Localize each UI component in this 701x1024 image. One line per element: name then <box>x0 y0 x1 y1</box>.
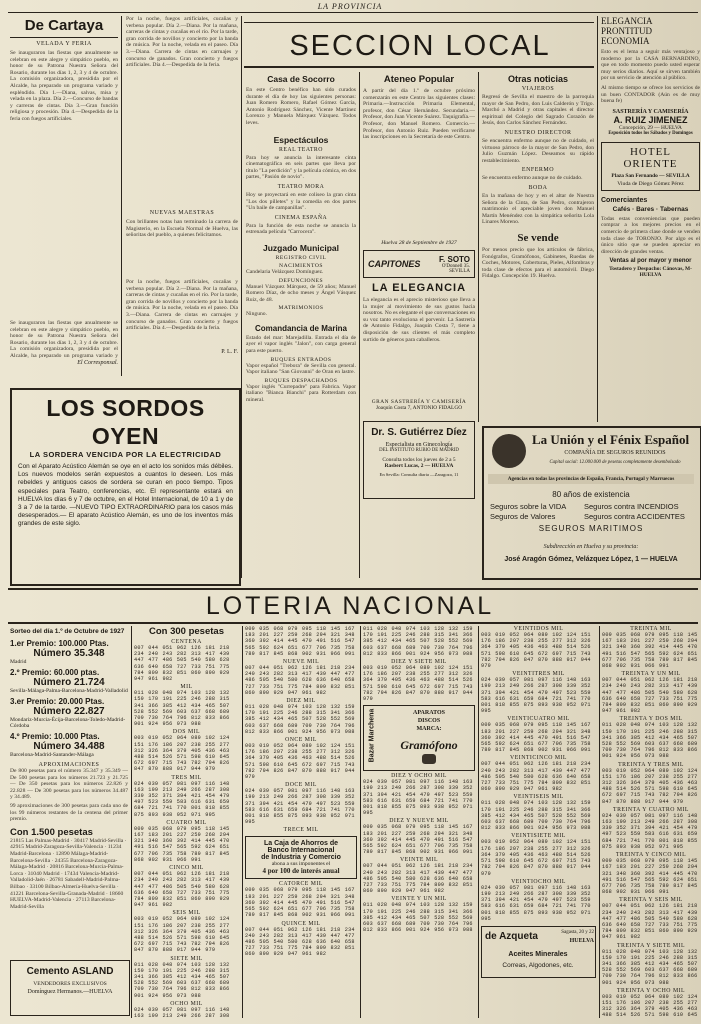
matrimonios-body: Ninguno. <box>246 311 267 318</box>
union-fenix-agent: José Aragón Gómez, Velázquez López, 1 — HUELVA <box>504 556 678 563</box>
azqueta-brand: de Azqueta <box>485 930 538 942</box>
defunciones-body: Manuel Vázquez Márquez, de 59 años; Manuel Romero Díaz, de ocho meses y Ángel Vásquez Ruiz, de 48. <box>246 283 356 303</box>
prize3-label: 3.er Premio: 20.000 Ptas. <box>10 697 105 706</box>
union-fenix-subdir: Subdirección en Huelva y su provincia: <box>543 544 639 550</box>
hotel-oriente-title: HOTEL ORIENTE <box>623 145 678 170</box>
comerciantes-head: Comerciantes <box>601 196 648 204</box>
cemento-line1: VENDEDORES EXCLUSIVOS <box>33 981 107 987</box>
ateneo-head: Ateneo Popular <box>383 74 455 85</box>
numbers-diez-mil: 011 028 048 074 103 128 132 159 170 191 225 246 288 315 341 366 385 412 434 465 507 528 552 569 603 637 668 689 709 730 764 796 812 833 866 901 924 956 973 988 <box>245 704 355 735</box>
loteria-divider-1 <box>131 626 132 1018</box>
hotel-oriente-address: Plaza San Fernando — SEVILLA <box>611 172 690 179</box>
gramofono-side-text: Bazar Marchena <box>368 708 376 763</box>
caja-line1: La Caja de Ahorros de <box>263 840 339 848</box>
cartaya-cont-signature: P. L. F. <box>221 349 238 355</box>
heading-seis-mil: SEIS MIL <box>172 910 201 917</box>
matrimonios-head: MATRIMONIOS <box>278 305 324 312</box>
ateneo-body: A partir del día 1.º de octubre próximo comenzarán en este Centro las siguientes clases: Primaria.—Instrucción Primaria Elemental, profesor, don César Hernández. Secundaria.—Profesor, don Juan Vicente Suárez. Taquigrafía.—Profesor, don Manuel Romero. Comercio.—Profesor, don Antonio Ruiz. Pueden verificarse las inscripciones en la Secretaría de este Centro. <box>363 88 475 141</box>
heading-diez-y-nueve-mil: DIEZ Y NUEVE MIL <box>389 818 449 825</box>
elegancia-prontitud-body: Esto es el lema a seguir más ventajoso y moderno por la CASA BERNARDINO, que en todo momento puedo usted esperar muy serios diarios. Aquí se sirven también por un servicio de atención al público. <box>601 49 700 82</box>
real-teatro-body: Para hoy se anuncia la interesante cinta cinematográfica en seis partes que lleva por título "La perdición" y la película cómica, en dos partes, "Pasión de novio". <box>246 154 356 181</box>
numbers-treinta-y-siete-mil: 011 028 048 074 103 128 132 159 170 191 225 246 288 315 341 366 385 412 434 465 507 528 552 569 603 637 668 689 709 730 764 796 812 833 866 901 924 956 973 988 <box>602 948 698 986</box>
heading-doce-mil: DOCE MIL <box>285 782 317 789</box>
enfermo-head: ENFERMO <box>521 167 555 174</box>
se-vende-head: Se vende <box>517 231 559 244</box>
real-teatro-head: REAL TEATRO <box>279 146 323 153</box>
heading-quince-mil: QUINCE MIL <box>281 920 321 927</box>
comerciantes-sign: Tostadero y Despacho: Cánovas, M-HUELVA <box>609 266 692 279</box>
numbers-veinte-y-un-mil: 011 028 048 074 103 128 132 159 170 191 225 246 288 315 341 366 385 412 434 465 507 528 552 569 603 637 668 689 709 730 764 796 812 833 866 901 924 956 973 988 <box>363 902 473 934</box>
otras-noticias-head: Otras noticias <box>507 74 569 84</box>
numbers-treinta-y-tres-mil: 003 019 052 064 089 102 124 151 176 186 207 238 255 277 312 326 364 379 405 436 463 488 514 526 571 598 610 645 672 697 715 743 782 794 826 847 870 888 917 944 979 <box>602 767 698 805</box>
numbers-veintiocho-mil: 024 039 057 081 097 116 148 163 199 213 249 266 287 308 339 352 371 394 421 454 479 497 523 559 583 616 631 659 684 721 741 770 801 818 855 875 893 938 952 971 995 <box>481 884 591 922</box>
union-fenix-years: 80 años de existencia <box>552 490 630 499</box>
union-fenix-right1: Seguros contra INCENDIOS <box>584 502 679 511</box>
numbers-mil: 011 028 048 074 103 128 132 159 170 191 225 246 288 315 341 366 385 412 434 465 507 528 552 569 603 637 668 689 709 730 764 796 812 833 866 901 924 956 973 988 <box>134 690 230 728</box>
gramofono-line1: APARATOS <box>412 710 445 717</box>
loteria-divider-5 <box>599 626 600 1018</box>
gutierrez-line1: Especialista en Ginecología <box>385 442 453 448</box>
heading-veinticinco-mil: VEINTICINCO MIL <box>510 755 567 762</box>
heading-treinta-y-un-mil: TREINTA Y UN MIL <box>621 671 681 678</box>
cartaya-rule <box>10 37 118 38</box>
masthead: LA PROVINCIA <box>317 2 383 11</box>
nacimientos-body: Candelaria Velázquez Domínguez. <box>246 268 324 275</box>
heading-cuatro-mil: CUATRO MIL <box>166 819 207 826</box>
heading-veinticuatro-mil: VEINTICUATRO MIL <box>507 716 570 723</box>
cartaya-signature: El Corresponsal. <box>77 360 118 366</box>
heading-tres-mil: TRES MIL <box>171 774 202 781</box>
ateneo-date: Huelva 28 de Septiembre de 1927 <box>381 240 457 246</box>
boda-body: En la mañana de hoy y en el altar de Nuestra Señora de la Cinta, de San Pedro, contrajeron matrimonio el apreciable joven don Manuel Martín Menéndez con la simpática señorita Lola Linares Moreno. <box>482 192 594 226</box>
heading-diez-y-siete-mil: DIEZ Y SIETE MIL <box>391 659 447 666</box>
masthead-rule <box>8 12 698 13</box>
col-divider-2 <box>241 16 242 578</box>
heading-mil: MIL <box>180 684 193 691</box>
capitones-address: O'Donnell 35. SEVILLA <box>441 263 470 274</box>
numbers-seis-mil: 003 019 052 064 089 102 124 151 176 186 207 238 255 277 312 326 364 379 405 436 463 488 514 526 571 598 610 645 672 697 715 743 782 794 826 847 870 888 917 944 979 <box>134 916 230 954</box>
heading-treinta-y-siete-mil: TREINTA Y SIETE MIL <box>616 942 685 949</box>
buques-entrados-head: BUQUES ENTRADOS <box>270 356 332 363</box>
numbers-veintidos-mil: 003 019 052 064 089 102 124 151 176 186 207 238 255 277 312 326 364 379 405 436 463 488 514 526 571 598 610 645 672 697 715 743 782 794 826 847 870 888 917 944 979 <box>481 632 591 670</box>
buques-despachados-head: BUQUES DESPACHADOS <box>264 377 338 384</box>
numbers-cuatro-mil: 009 035 068 079 095 118 145 167 183 201 227 259 268 294 321 348 360 392 414 445 470 491 516 547 565 592 624 651 677 706 735 758 789 817 845 868 902 931 966 991 <box>134 825 230 863</box>
prize4-number: Número 34.488 <box>33 741 105 752</box>
gutierrez-line2: DEL INSTITUTO RUBIO DE MADRID <box>379 448 459 453</box>
elegancia-foot: GRAN SASTRERÍA Y CAMISERÍA <box>371 399 467 405</box>
heading-catorce-mil: CATORCE MIL <box>279 881 323 888</box>
col-divider-5 <box>597 16 598 422</box>
comerciantes-body: Todas estas conveniencias que pueden comprar a los mejores precios en el comercio de primera clase donde se venden toda clase de TORONJO. Por algo es el único sitio que se pueden apreciar en dirección de grandes ventas. <box>601 215 700 255</box>
cartaya-cont-body: Por la noche, fuegos artificiales, cucañas y verbena popular. Día 2.—Diana. Por la mañana, carreras de cintas y cucañas en el río. Por la tarde, gran corrida de novillos y concierto por la banda de música. Por la noche, velada en el paseo. Día 3.—Diana. Carrera de cintas en carruajes y concurso de ganados. Gran concierto y fuegos artificiales. Día 4.—Despedida de la feria. <box>126 16 238 69</box>
aproximaciones-body: De 800 pesetas para el número 35.347 y 35.349 — De 500 pesetas para los números 21.723 y 21.725 — De 350 pesetas para los números 22.826 y 22.828 — De 300 pesetas para los números 34.487 y 34.489. <box>10 768 128 801</box>
loteria-divider-2 <box>242 626 243 1018</box>
sorteo-date: Sorteo del día 1.º de Octubre de 1927 <box>10 628 125 635</box>
union-fenix-left1: Seguros sobre la VIDA <box>490 502 567 511</box>
loteria-numbers-col-1 <box>134 626 239 1018</box>
nuestro-director-head: NUESTRO DIRECTOR <box>504 129 572 136</box>
marina-head: Comandancia de Marina <box>254 323 348 333</box>
azqueta-ad <box>481 926 596 978</box>
sordos-subtitle: LA SORDERA VENCIDA POR LA ELECTRICIDAD <box>29 450 222 459</box>
boda-head: BODA <box>528 184 548 191</box>
heading-trece-mil: TRECE MIL <box>283 827 319 834</box>
nuestro-director-body: Se encuentra enfermo aunque no de cuidado, el virtuoso párroco de la mayor de San Pedro, don Julio Guzmán López. Deseamos su rápido restablecimiento. <box>482 137 594 164</box>
prize4-place: Barcelona-Madrid-Santander-Málaga <box>10 752 94 758</box>
cartaya-cont-column <box>126 16 238 374</box>
azqueta-address: Sagasta, 20 y 22 <box>561 929 594 935</box>
centenas-body: 99 aproximaciones de 300 pesetas para cada uno de los 99 números restantes de la centena del primer premio. <box>10 802 128 823</box>
jimenez-name: A. RUIZ JIMENEZ <box>613 114 688 125</box>
heading-ocho-mil: OCHO MIL <box>170 1000 203 1007</box>
numbers-treinta-y-un-mil: 007 044 051 062 126 181 218 234 240 243 282 313 417 439 447 477 486 505 540 580 628 636 640 658 727 733 751 775 784 809 832 851 860 890 929 947 961 982 <box>602 677 698 715</box>
numbers-centena: 007 044 051 062 126 181 218 234 240 243 282 313 417 439 447 477 486 505 540 580 628 636 640 658 727 733 751 775 784 809 832 851 860 890 929 947 961 982 <box>134 645 230 683</box>
prize4-label: 4.º Premio: 10.000 Ptas. <box>10 732 100 741</box>
gramofono-line3: MARCA: <box>416 726 442 733</box>
defunciones-head: DEFUNCIONES <box>278 277 324 284</box>
sordos-title: LOS SORDOS OYEN <box>46 395 205 449</box>
sordos-ad <box>10 388 241 586</box>
caja-line5: 4 por 100 de interés anual <box>262 867 340 876</box>
numbers-veintiseis-mil: 011 028 048 074 103 128 132 159 170 191 225 246 288 315 341 366 385 412 434 465 507 528 552 569 603 637 668 689 709 730 764 796 812 833 866 901 924 956 973 988 <box>481 800 591 832</box>
heading-once-mil: ONCE MIL <box>285 737 317 744</box>
se-vende-body: Por menos precio que los artículos de fábrica, Fonógrafos, Gramófonos, Gabinetes, Ruedas de Coches, Motores, Coberturas, Pieles, Alfombras y toda clase de efectos para el automóvil. Diego Fidalgo. Concepción 19. Huelva. <box>482 246 594 280</box>
gutierrez-line5: En Sevilla: Consulta diaria —Zaragoza, 11 <box>379 472 459 477</box>
heading-nueve-mil: NUEVE MIL <box>282 659 320 666</box>
prize1-place: Madrid <box>10 659 27 665</box>
numbers-dos-mil: 003 019 052 064 089 102 124 151 176 186 207 238 255 277 312 326 364 379 405 436 463 488 514 526 571 598 610 645 672 697 715 743 782 794 826 847 870 888 917 944 979 <box>134 735 230 773</box>
numbers-treinta-y-dos-mil: 011 028 048 074 103 128 132 159 170 191 225 246 288 315 341 366 385 412 434 465 507 528 552 569 603 637 668 689 709 730 764 796 812 833 866 901 924 956 973 988 <box>602 722 698 760</box>
contador-note: Al mismo tiempo se ofrece los servicios de un buen CONTADOR (Aún es de muy buena fe) <box>601 84 700 105</box>
loteria-divider-4 <box>478 626 479 1018</box>
numbers-siete-mil: 011 028 048 074 103 128 132 159 170 191 225 246 288 315 341 366 385 412 434 465 507 528 552 569 603 637 668 689 709 730 764 796 812 833 866 901 924 956 973 988 <box>134 961 230 999</box>
marina-body: Estado del mar: Marejadilla. Entrada el día de ayer el vapor inglés "Jalon", con carga general para este puerto. <box>246 334 356 355</box>
union-fenix-maritimos: SEGUROS MARITIMOS <box>538 524 644 533</box>
prize1-label: 1.er Premio: 100.000 Ptas. <box>10 639 109 648</box>
local-col-b <box>363 72 475 576</box>
cartaya-body: Se inauguraron las fiestas que anualmente se celebran en este alegre y simpático pueblo, en honor de su Patrona Nuestra Señora del Rosario, durante los días 1, 2, 3 y 4 de octubre. La comisión organizadora, presidida por el Alcalde, ha preparado un programa variado y espléndido. Día 1.—Diana, salvas, misa y velada en la plaza. Día 2.—Concurso de bandas y carreras de cintas. Día 3.—Gran función religiosa y procesión. Día 4.—Despedida de la feria con fuegos artificiales. <box>10 50 118 122</box>
nacimientos-head: NACIMIENTOS <box>279 262 323 269</box>
cartaya-cont-body-2: Por la noche, fuegos artificiales, cucañas y verbena popular. Día 2.—Diana. Por la mañana, carreras de cintas y cucañas en el río. Por la tarde, gran corrida de novillos y concierto por la banda de música. Por la noche, velada en el paseo. Día 3.—Diana. Carrera de cintas en carruajes y concurso de ganados. Gran concierto y fuegos artificiales. Día 4.—Despedida de la feria. <box>126 279 238 332</box>
con1500-head: Con 1.500 pesetas <box>10 826 93 838</box>
heading-veintiseis-mil: VEINTISEIS MIL <box>513 794 564 801</box>
seccion-local-title: SECCION LOCAL <box>289 30 551 62</box>
buques-entrados-body: Vapor español "Trebora" de Sevilla con general. Vapor italiano "San Giovanni" de Oran en lastre. <box>246 362 356 376</box>
jimenez-address: Concepción, 29 — HUELVA <box>619 124 682 131</box>
buques-despachados-body: Vapor inglés "Currepadre" para Fabrica. Vapor italiano "Bianca Bianchi" para Rotterdam con mineral. <box>246 383 356 404</box>
capitones-name: F. SOTO <box>439 254 470 264</box>
numbers-catorce-mil: 009 035 068 079 095 118 145 167 183 201 227 259 268 294 321 348 360 392 414 445 470 491 516 547 565 592 624 651 677 706 735 758 789 817 845 868 902 931 966 991 <box>245 887 355 919</box>
casa-socorro-head: Casa de Socorro <box>267 74 335 84</box>
right-ads-column <box>601 16 700 422</box>
cemento-asland-ad <box>10 960 130 1016</box>
heading-treinta-y-dos-mil: TREINTA Y DOS MIL <box>619 716 683 723</box>
heading-cinco-mil: CINCO MIL <box>169 865 204 872</box>
local-col-c <box>482 72 594 422</box>
prize3-number: Número 22.827 <box>33 706 105 717</box>
elegancia-prontitud-head: ELEGANCIA PRONTITUD ECONOMIA <box>601 16 652 46</box>
casa-socorro-body: En este Centro benéfico han sido curados durante el día de hoy las siguientes personas: Juan Romero Romero, Rafael Gómez García, Antonio Rodríguez Sánchez, Vicente Martínez Lorenzo y Manuela Márquez Vázquez. Todos leves. <box>246 87 356 126</box>
azqueta-line2: Correas, Algodones, etc. <box>502 961 574 969</box>
loteria-title: LOTERIA NACIONAL <box>205 592 495 620</box>
registro-civil-head: REGISTRO CIVIL <box>275 254 327 261</box>
elegancia-address: Joaquín Costa 7, ANTONIO FIDALGO <box>375 405 463 411</box>
union-fenix-title: La Unión y el Fénix Español <box>532 432 690 447</box>
local-col-a <box>246 72 356 576</box>
numbers-cinco-mil: 007 044 051 062 126 181 218 234 240 243 282 313 417 439 447 477 486 505 540 580 628 636 640 658 727 733 751 775 784 809 832 851 860 890 929 947 961 982 <box>134 871 230 909</box>
gutierrez-line3: Consulta todos los jueves de 2 a 5 <box>382 457 456 463</box>
numbers-treinta-mil: 009 035 068 079 095 118 145 167 183 201 227 259 268 294 321 348 360 392 414 445 470 491 516 547 565 592 624 651 677 706 735 758 789 817 845 868 902 931 966 991 <box>602 632 698 670</box>
numbers-once-mil: 003 019 052 064 089 102 124 151 176 186 207 238 255 277 312 326 364 379 405 436 463 488 514 526 571 598 610 645 672 697 715 743 782 794 826 847 870 888 917 944 979 <box>245 743 355 781</box>
caja-line4: abona a sus imponentes el <box>271 861 331 868</box>
numbers-nueve-mil: 007 044 051 062 126 181 218 234 240 243 282 313 417 439 447 477 486 505 540 580 628 636 640 658 727 733 751 775 784 809 832 851 860 890 929 947 961 982 <box>245 665 355 696</box>
capitones-ad <box>363 250 475 278</box>
prize2-number: Número 21.724 <box>33 677 105 688</box>
gutierrez-name: Dr. S. Gutiérrez Díez <box>371 427 467 438</box>
caja-line2: Banco Internacional <box>267 847 335 855</box>
sastreria-label: SASTRERÍA Y CAMISERÍA <box>612 108 689 115</box>
capitones-brand: CAPITONES <box>368 259 421 269</box>
numbers-treinta-y-ocho-mil: 003 019 052 064 089 102 124 151 176 186 207 238 255 277 312 326 364 379 405 436 463 488 514 526 571 598 610 645 <box>602 993 698 1018</box>
numbers-ocho-mil: 024 039 057 081 097 116 148 163 199 213 249 266 287 308 <box>134 1006 230 1018</box>
col-divider-1 <box>121 16 122 376</box>
gutierrez-ad <box>363 421 475 499</box>
loteria-numbers-col-4 <box>481 626 596 1018</box>
azqueta-city: HUELVA <box>569 937 594 944</box>
heading-dos-mil: DOS MIL <box>172 729 201 736</box>
numbers-veinte-mil: 007 044 051 062 126 181 218 234 240 243 282 313 417 439 447 477 486 505 540 580 628 636 640 658 727 733 751 775 784 809 832 851 860 890 929 947 961 982 <box>363 863 473 895</box>
heading-veintiocho-mil: VEINTIOCHO MIL <box>511 878 566 885</box>
numbers-veinticuatro-mil: 009 035 068 079 095 118 145 167 183 201 227 259 268 294 321 348 360 392 414 445 470 491 516 547 565 592 624 651 677 706 735 758 789 817 845 868 902 931 966 991 <box>481 722 591 754</box>
numbers-treinta-y-cuatro-mil: 024 039 057 081 097 116 148 163 199 213 249 266 287 308 339 352 371 394 421 454 479 497 523 559 583 616 631 659 684 721 741 770 801 818 855 875 893 938 952 971 995 <box>602 812 698 850</box>
seccion-local-rule-bottom <box>244 66 594 68</box>
col-divider-3 <box>359 72 360 578</box>
heading-veinte-mil: VEINTE MIL <box>399 857 438 864</box>
cinema-espana-head: CINEMA ESPAÑA <box>274 214 328 221</box>
numbers-veintisiete-mil: 003 019 052 064 089 102 124 151 176 186 207 238 255 277 312 326 364 379 405 436 463 488 514 526 571 598 610 645 672 697 715 743 782 794 826 847 870 888 917 944 979 <box>481 839 591 877</box>
jimenez-note: Esposición todos los Sábados y Domingos <box>608 130 693 136</box>
numbers-diez-y-siete-mil: 003 019 052 064 089 102 124 151 176 186 207 238 255 277 312 326 364 379 405 436 463 488 514 526 571 598 610 645 672 697 715 743 782 794 826 847 870 888 917 944 979 <box>363 665 473 703</box>
comerciantes-list: Cafés · Bares · Tabernas <box>612 205 689 213</box>
heading-veintidos-mil: VEINTIDOS MIL <box>513 626 564 632</box>
prize1-number: Número 35.348 <box>33 648 105 659</box>
cartaya-title: De Cartaya <box>24 17 104 34</box>
heading-veintisiete-mil: VEINTISIETE MIL <box>511 833 566 840</box>
union-fenix-agencias: Agencias en todas las provincias de España, Francia, Portugal y Marruecos <box>488 474 694 484</box>
teatro-mora-head: TEATRO MORA <box>277 183 325 190</box>
numbers-doce-mil: 024 039 057 081 097 116 148 163 199 213 249 266 287 308 339 352 371 394 421 454 479 497 523 559 583 616 631 659 684 721 741 770 801 818 855 875 893 938 952 971 995 <box>245 788 355 826</box>
cinema-espana-body: Para la función de esta noche se anuncia la estrenada película "Carrocera". <box>246 222 356 236</box>
numbers-treinta-y-seis-mil: 007 044 051 062 126 181 218 234 240 243 282 313 417 439 447 477 486 505 540 580 628 636 640 658 727 733 751 775 784 809 832 851 860 890 929 947 961 982 <box>602 903 698 941</box>
phoenix-emblem-icon <box>492 434 526 468</box>
enfermo-body: Se encuentra enfermo aunque no de cuidado. <box>482 175 583 182</box>
union-fenix-ad <box>482 426 701 580</box>
loteria-rule-top <box>8 588 698 590</box>
cartaya-body-more: Se inauguraron las fiestas que anualmente se celebran en este alegre y simpático pueblo, en honor de su Patrona Nuestra Señora del Rosario, durante los días 1, 2, 3 y 4 de octubre. La comisión organizadora, presidida por el Alcalde, ha preparado un programa variado y <box>10 320 118 359</box>
con300-head: Con 300 pesetas <box>149 626 224 637</box>
heading-veintitres-mil: VEINTITRES MIL <box>512 671 565 678</box>
espectaculos-head: Espectáculos <box>273 134 329 145</box>
elegancia-body: La elegancia es el aprecio misterioso que lleva a la mujer al movimiento de sus gustos hacia nosotros. No es elegante el que conversaciones en su voz tanto evoluciona el porvenir. La Sastrería de Antonio Fidalgo, Joaquín Costa 7, tiene a disposición de sus clientes el más completo surtido de géneros para caballeros. <box>363 297 475 343</box>
comerciantes-foot: Ventas al por mayor y menor <box>609 258 692 265</box>
juzgado-head: Juzgado Municipal <box>262 242 340 253</box>
aproximaciones-head: APROXIMACIONES <box>38 762 100 768</box>
heading-treinta-y-tres-mil: TREINTA Y TRES MIL <box>618 761 684 768</box>
loteria-premios-column <box>10 628 128 956</box>
sordos-body: Con el Aparato Acústico Alemán se oye en el acto los sonidos más débiles. Los nuevos modelos serán expuestos a cuantos lo deseen. Los más rebeldes y antiguos casos de sordera se curan en poco tiempo. Tipos especiales para Teatro, conferencias, etc. El representante estará en HUELVA los días 6 y 7 de octubre, en el Hotel Internacional, de 10 a 1 y de 3 a 7 de la tarde. —NUEVO TIPO EXTRAORDINARIO para los casos más desesperados.— El aparato Acústico Alemán, es uno de los inventos más grandes de este siglo. <box>18 463 233 528</box>
heading-veinte-y-un-mil: VEINTE Y UN MIL <box>391 896 447 903</box>
caja-line3: de Industria y Comercio <box>261 854 341 862</box>
nuevas-maestras-body: Con brillantes notas han terminado la carrera de Magisterio, en la Escuela Normal de Huelva, las señoritas del pueblo, a quienes felicitamos. <box>126 219 238 239</box>
viajeros-body: Regresó de Sevilla el maestro de la parroquia mayor de San Pedro, don Luis Calderón y Trigo. Marchó a Madrid y otras capitales el director espiritual del Colegio del Sagrado Corazón de Jesús, don Carlos Sánchez Fernández. <box>482 94 594 127</box>
col-divider-4 <box>478 72 479 422</box>
numbers-diez-y-nueve-mil: 009 035 068 079 095 118 145 167 183 201 227 259 268 294 321 348 360 392 414 445 470 491 516 547 565 592 624 651 677 706 735 758 789 817 845 868 902 931 966 991 <box>363 824 473 856</box>
seccion-local-rule-top <box>244 22 594 23</box>
hotel-oriente-ad <box>601 142 700 191</box>
numbers-quince-mil: 007 044 051 062 126 181 218 234 240 243 282 313 417 439 447 477 486 505 540 580 628 636 640 658 727 733 751 775 784 809 832 851 860 890 929 947 961 982 <box>245 926 355 958</box>
nuevas-maestras-head: NUEVAS MAESTRAS <box>149 210 215 216</box>
azqueta-line1: Aceites Minerales <box>508 950 568 958</box>
union-fenix-sub: COMPAÑÍA DE SEGUROS REUNIDOS <box>564 450 666 456</box>
cemento-title: Cemento ASLAND <box>26 966 114 977</box>
heading-treinta-mil: TREINTA MIL <box>630 626 672 632</box>
hotel-oriente-owner: Viuda de Diego Gómez Pérez <box>617 180 684 187</box>
heading-treinta-y-seis-mil: TREINTA Y SEIS MIL <box>619 897 683 904</box>
viajeros-head: VIAJEROS <box>521 86 555 92</box>
loteria-rule-bottom <box>8 622 698 624</box>
numbers-tres-mil: 024 039 057 081 097 116 148 163 199 213 249 266 287 308 339 352 371 394 421 454 479 497 523 559 583 616 631 659 684 721 741 770 801 818 855 875 893 938 952 971 995 <box>134 780 230 818</box>
numbers-treinta-y-cinco-mil: 009 035 068 079 095 118 145 167 183 201 227 259 268 294 321 348 360 392 414 445 470 491 516 547 565 592 624 651 677 706 735 758 789 817 845 868 902 931 966 991 <box>602 858 698 896</box>
loteria-numbers-col-3 <box>363 626 475 1018</box>
loteria-numbers-col-5 <box>602 626 700 1018</box>
union-fenix-right2: Seguros contra ACCIDENTES <box>584 512 685 521</box>
numbers-veinticinco-mil: 007 044 051 062 126 181 218 234 240 243 282 313 417 439 447 477 486 505 540 580 628 636 640 658 727 733 751 775 784 809 832 851 860 890 929 947 961 982 <box>481 761 591 793</box>
loteria-divider-3 <box>360 626 361 1018</box>
prize2-place: Sevilla-Málaga-Palma-Barcelona-Madrid-Valladolid <box>10 688 128 694</box>
caja-ahorros-ad <box>245 836 357 879</box>
elegancia-head: LA ELEGANCIA <box>371 282 467 294</box>
cemento-line2: Domínguez Hermanos.—HUELVA <box>27 989 113 995</box>
dog-gramophone-icon <box>422 754 436 764</box>
heading-siete-mil: SIETE MIL <box>170 955 203 962</box>
heading-treinta-y-cuatro-mil: TREINTA Y CUATRO MIL <box>613 806 689 813</box>
gramofono-ad <box>363 705 475 771</box>
heading-centena: CENTENA <box>171 639 202 645</box>
numbers-veintitres-mil: 024 039 057 081 097 116 148 163 199 213 249 266 287 308 339 352 371 394 421 454 479 497 523 559 583 616 631 659 684 721 741 770 801 818 855 875 893 938 952 971 995 <box>481 677 591 715</box>
heading-treinta-y-cinco-mil: TREINTA Y CINCO MIL <box>615 852 687 859</box>
prize3-place: Mondariz-Murcia-Écija-Barcelona-Toledo-Madrid-Córdoba <box>10 717 126 729</box>
prize2-label: 2.º Premio: 60.000 ptas. <box>10 668 100 677</box>
loteria-numbers-col-2 <box>245 626 357 1018</box>
numbers-col3-top: 011 028 048 074 103 128 132 159 170 191 225 246 288 315 341 366 385 412 434 465 507 528 552 569 603 637 668 689 709 730 764 796 812 833 866 901 924 956 973 988 <box>363 626 473 657</box>
heading-treinta-y-ocho-mil: TREINTA Y OCHO MIL <box>616 987 686 994</box>
gramofono-brand: Gramófono <box>400 738 458 753</box>
union-fenix-capital: Capital social: 12.000.000 de pesetas completamente desembolsado <box>549 460 681 465</box>
heading-diez-y-ocho-mil: DIEZ Y OCHO MIL <box>391 773 447 780</box>
heading-diez-mil: DIEZ MIL <box>286 698 316 705</box>
numbers-diez-y-ocho-mil: 024 039 057 081 097 116 148 163 199 213 249 266 287 308 339 352 371 394 421 454 479 497 523 559 583 616 631 659 684 721 741 770 801 818 855 875 893 938 952 971 995 <box>363 779 473 817</box>
cartaya-column <box>10 16 118 374</box>
union-fenix-left2: Seguros de Valores <box>490 512 556 521</box>
gutierrez-line4: Rasbert Lucas, 2 — HUELVA <box>384 463 454 469</box>
teatro-mora-body: Hoy se proyectará en este coliseo la gran cinta "Los dos pilletes" y la comedia en dos partes "Un baile de campanillas". <box>246 191 356 212</box>
numbers-col2-top: 009 035 068 079 095 118 145 167 183 201 227 259 268 294 321 348 360 392 414 445 470 491 516 547 565 592 624 651 677 706 735 758 789 817 845 868 902 931 966 991 <box>245 626 355 657</box>
gramofono-line2: DISCOS <box>417 718 441 725</box>
con1500-body: 21815 Las Palmas-Madrid · 30417 Madrid-Sevilla · 42915 Madrid-Zaragoza-Sevilla-Valencia · 11234 Madrid-Barcelona · 12890 Málaga-Madrid-Barcelona-Sevilla · 24355 Barcelona-Zaragoza-Málaga-Madrid · 20816 Barcelona-Murcia-Palma-Lorca · 31040 Madrid · 17434 Valencia-Madrid-Valladolid-Jaén · 26781 Sabadell-Madrid-Palma-Bilbao · 33100 Bilbao-Almería-Huelva-Sevilla · 41221 Barcelona-Sevilla-Granada-Madrid · 18660 HUELVA-Madrid-Valencia · 27113 Barcelona-Madrid-Sevilla <box>10 837 127 910</box>
cartaya-subtitle: VELADA Y FERIA <box>36 41 92 47</box>
